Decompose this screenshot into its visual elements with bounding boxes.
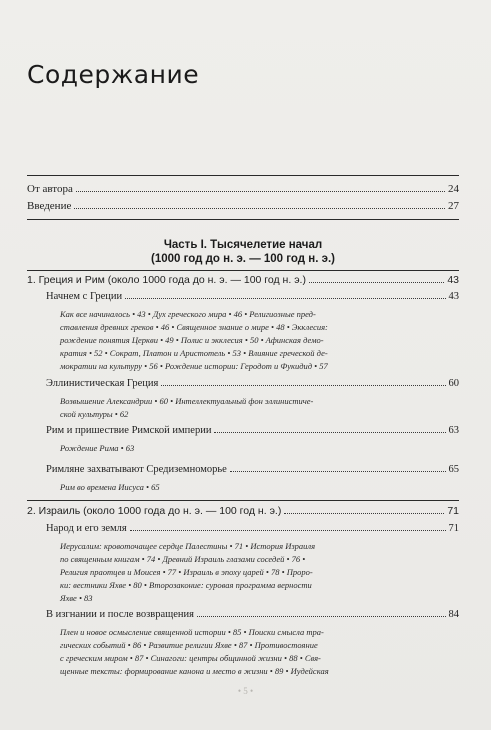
leader-dots [214,426,445,433]
toc-section-greece[interactable] [46,291,459,302]
page-number: • 5 • [237,686,254,696]
toc-subtopics [60,540,430,605]
page-title: Содержание [27,60,200,89]
divider-rule [27,175,459,176]
toc-page: 27 [448,200,459,212]
toc-entry-author[interactable] [27,183,459,195]
toc-label: Начнем с Греции [46,291,123,302]
subtopic-line: ской культуры • 62 [60,409,129,419]
leader-dots [230,465,446,472]
toc-page: 43 [448,291,459,302]
divider-rule [27,219,459,220]
toc-section-rome[interactable] [46,425,459,436]
subtopic-line: щенные тексты: формирование канона и место в жизни • 89 • Иудейская [60,666,329,676]
toc-page: 84 [448,609,459,620]
toc-section-mediterranean[interactable] [46,464,459,475]
toc-subtopics [60,481,430,494]
divider-rule [27,500,459,501]
subtopic-line: Возвышение Александрии • 60 • Интеллектуальный фон эллинистиче- [60,396,314,406]
leader-dots [284,507,444,514]
subtopic-line: рождение понятия Церкви • 49 • Полис и экклесия • 50 • Афинская демо- [60,335,324,345]
subtopic-line: Яхве • 83 [60,593,93,603]
toc-label: 2. Израиль (около 1000 года до н. э. — 100 год н. э.) [27,505,282,517]
part-heading [27,238,459,266]
toc-chapter-1[interactable] [27,274,459,286]
toc-label: Эллинистическая Греция [46,378,159,389]
toc-page: 65 [448,464,459,475]
toc-label: Римляне захватывают Средиземноморье [46,464,227,475]
leader-dots [125,292,445,299]
toc-page: 71 [448,523,459,534]
subtopic-line: Рим во времена Иисуса • 65 [60,482,160,492]
subtopic-line: ки: вестники Яхве • 80 • Второзаконие: суровая программа верности [60,580,312,590]
toc-section-exile[interactable] [46,609,459,620]
subtopic-line: гических событий • 86 • Развитие религии Яхве • 87 • Противостояние [60,640,318,650]
toc-subtopics [60,395,430,421]
toc-page: 24 [448,183,459,195]
toc-page: 71 [447,505,459,517]
leader-dots [161,379,445,386]
toc-label: Рим и пришествие Римской империи [46,425,212,436]
subtopic-line: Религия праотцев и Моисея • 77 • Израиль в эпоху царей • 78 • Проро- [60,567,313,577]
toc-page: 63 [448,425,459,436]
subtopic-line: ставления древних греков • 46 • Священное знание о мире • 48 • Экклесия: [60,322,328,332]
part-heading-line1: Часть I. Тысячелетие начал [163,239,323,251]
leader-dots [197,610,446,617]
toc-subtopics [60,442,430,455]
toc-section-people-land[interactable] [46,523,459,534]
toc-chapter-2[interactable] [27,505,459,517]
leader-dots [74,201,445,209]
leader-dots [130,524,446,531]
subtopic-line: по священным книгам • 74 • Древний Израиль глазами соседей • 76 • [60,554,306,564]
toc-label: Введение [27,200,72,212]
toc-page: 60 [448,378,459,389]
subtopic-line: Плен и новое осмысление священной истории • 85 • Поиски смысла тра- [60,627,324,637]
toc-subtopics [60,308,430,373]
toc-label: От автора [27,183,73,195]
toc-section-hellenistic[interactable] [46,378,459,389]
subtopic-line: мократии на культуру • 56 • Рождение истории: Геродот и Фукидид • 57 [60,361,328,371]
toc-page: 43 [447,274,459,286]
toc-entry-intro[interactable] [27,200,459,212]
subtopic-line: Рождение Рима • 63 [60,443,135,453]
subtopic-line: Иерусалим: кровоточащее сердце Палестины • 71 • История Израиля [60,541,316,551]
toc-label: Народ и его земля [46,523,127,534]
toc-subtopics [60,626,430,678]
toc-label: 1. Греция и Рим (около 1000 года до н. э. — 100 год н. э.) [27,274,306,286]
subtopic-line: кратия • 52 • Сократ, Платон и Аристотель • 53 • Влияние греческой де- [60,348,328,358]
subtopic-line: с греческим миром • 87 • Синагоги: центры общинной жизни • 88 • Свя- [60,653,321,663]
leader-dots [309,276,444,283]
subtopic-line: Как все начиналось • 43 • Дух греческого мира • 46 • Религиозные пред- [60,309,316,319]
toc-label: В изгнании и после возвращения [46,609,194,620]
leader-dots [76,184,445,192]
part-heading-line2: (1000 год до н. э. — 100 год н. э.) [150,253,335,265]
divider-rule [27,270,459,271]
